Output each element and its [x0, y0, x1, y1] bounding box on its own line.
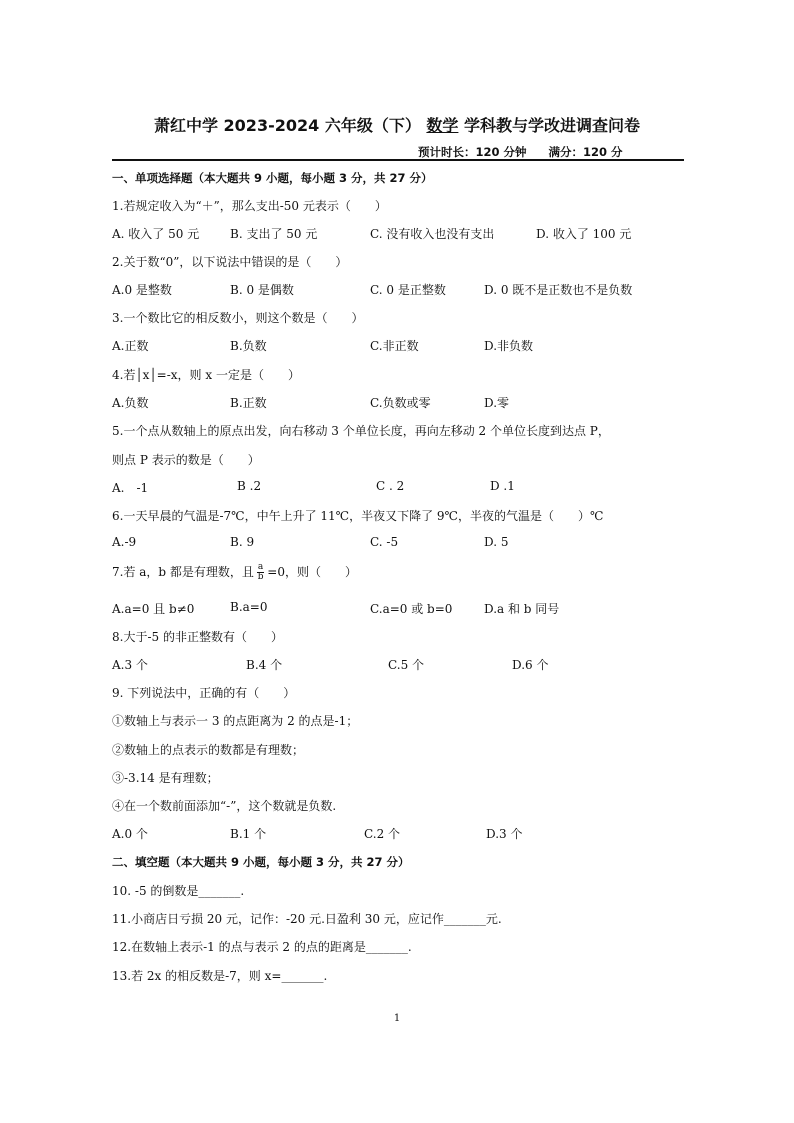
question-11: 11.小商店日亏损 20 元，记作：-20 元.日盈利 30 元，应记作_______元. — [112, 912, 502, 926]
section-1-heading: 一、单项选择题（本大题共 9 小题，每小题 3 分，共 27 分） — [112, 171, 433, 185]
option-c: C.负数或零 — [370, 396, 431, 410]
question-3: 3.一个数比它的相反数小，则这个数是（ ） — [112, 311, 364, 325]
option-b: B.a=0 — [230, 600, 268, 614]
title-subject: 数学 — [426, 116, 459, 135]
option-c: C . 2 — [376, 479, 405, 493]
full-score-label: 满分：120 分 — [548, 145, 623, 159]
option-d: D .1 — [490, 479, 515, 493]
question-4: 4.若│x│=-x，则 x 一定是（ ） — [112, 368, 300, 382]
option-b: B. 9 — [230, 535, 255, 549]
exam-meta — [418, 144, 623, 160]
option-c: C.a=0 或 b=0 — [370, 602, 453, 616]
option-b: B. 0 是偶数 — [230, 283, 294, 297]
question-2: 2.关于数“0”，以下说法中错误的是（ ） — [112, 255, 348, 269]
option-d: D. 5 — [484, 535, 509, 549]
option-a: A.正数 — [112, 339, 149, 353]
option-c: C. 没有收入也没有支出 — [370, 227, 495, 241]
option-b: B.4 个 — [246, 658, 283, 672]
option-c: C.2 个 — [364, 827, 401, 841]
question-13: 13.若 2x 的相反数是-7，则 x=_______. — [112, 969, 328, 983]
option-d: D.非负数 — [484, 339, 534, 353]
question-9-statement-4: ④在一个数前面添加“-”，这个数就是负数. — [112, 799, 337, 813]
option-a: A. -1 — [112, 481, 149, 495]
option-a: A.负数 — [112, 396, 149, 410]
option-a: A.3 个 — [112, 658, 148, 672]
question-9-statement-3: ③-3.14 是有理数； — [112, 771, 219, 785]
duration-label: 预计时长：120 分钟 — [418, 145, 527, 159]
option-d: D.a 和 b 同号 — [484, 602, 560, 616]
question-5-line-2: 则点 P 表示的数是（ ） — [112, 453, 260, 467]
option-d: D.零 — [484, 396, 510, 410]
option-d: D.6 个 — [512, 658, 549, 672]
question-5-line-1: 5.一个点从数轴上的原点出发，向右移动 3 个单位长度，再向左移动 2 个单位长度到达点 P， — [112, 424, 610, 438]
header-divider — [112, 159, 684, 161]
title-part-1: 萧红中学 2023-2024 六年级（下） — [153, 116, 421, 135]
page-title — [0, 113, 794, 136]
fraction-a-over-b: $\frac{a}{b}$ — [257, 562, 264, 582]
option-b: B. 支出了 50 元 — [230, 227, 318, 241]
title-part-2: 学科教与学改进调查问卷 — [464, 116, 641, 135]
option-a: A.-9 — [112, 535, 137, 549]
option-a: A.0 是整数 — [112, 283, 172, 297]
question-1: 1.若规定收入为“＋”，那么支出-50 元表示（ ） — [112, 199, 387, 213]
option-c: C. -5 — [370, 535, 399, 549]
question-9-statement-1: ①数轴上与表示一 3 的点距离为 2 的点是-1； — [112, 714, 359, 728]
question-9: 9. 下列说法中，正确的有（ ） — [112, 686, 296, 700]
question-10: 10. -5 的倒数是_______. — [112, 884, 245, 898]
question-7-prefix: 7.若 a，b 都是有理数，且 — [112, 565, 254, 579]
option-c: C. 0 是正整数 — [370, 283, 446, 297]
option-d: D.3 个 — [486, 827, 523, 841]
option-a: A. 收入了 50 元 — [112, 227, 200, 241]
option-a: A.0 个 — [112, 827, 148, 841]
option-c: C.非正数 — [370, 339, 419, 353]
option-b: B.正数 — [230, 396, 267, 410]
option-c: C.5 个 — [388, 658, 425, 672]
option-a: A.a=0 且 b≠0 — [112, 602, 195, 616]
question-8: 8.大于-5 的非正整数有（ ） — [112, 630, 283, 644]
option-b: B.1 个 — [230, 827, 267, 841]
option-d: D. 收入了 100 元 — [536, 227, 632, 241]
question-6: 6.一天早晨的气温是-7℃，中午上升了 11℃，半夜又下降了 9℃，半夜的气温是（ ）℃ — [112, 509, 604, 523]
option-b: B .2 — [237, 479, 262, 493]
option-b: B.负数 — [230, 339, 267, 353]
page-number: 1 — [393, 1013, 401, 1024]
section-2-heading: 二、填空题（本大题共 9 小题，每小题 3 分，共 27 分） — [112, 855, 410, 869]
question-12: 12.在数轴上表示-1 的点与表示 2 的点的距离是_______. — [112, 940, 412, 954]
question-9-statement-2: ②数轴上的点表示的数都是有理数； — [112, 743, 305, 757]
option-d: D. 0 既不是正数也不是负数 — [484, 283, 633, 297]
question-7-suffix: =0，则（ ） — [267, 565, 357, 579]
question-7 — [112, 563, 357, 582]
